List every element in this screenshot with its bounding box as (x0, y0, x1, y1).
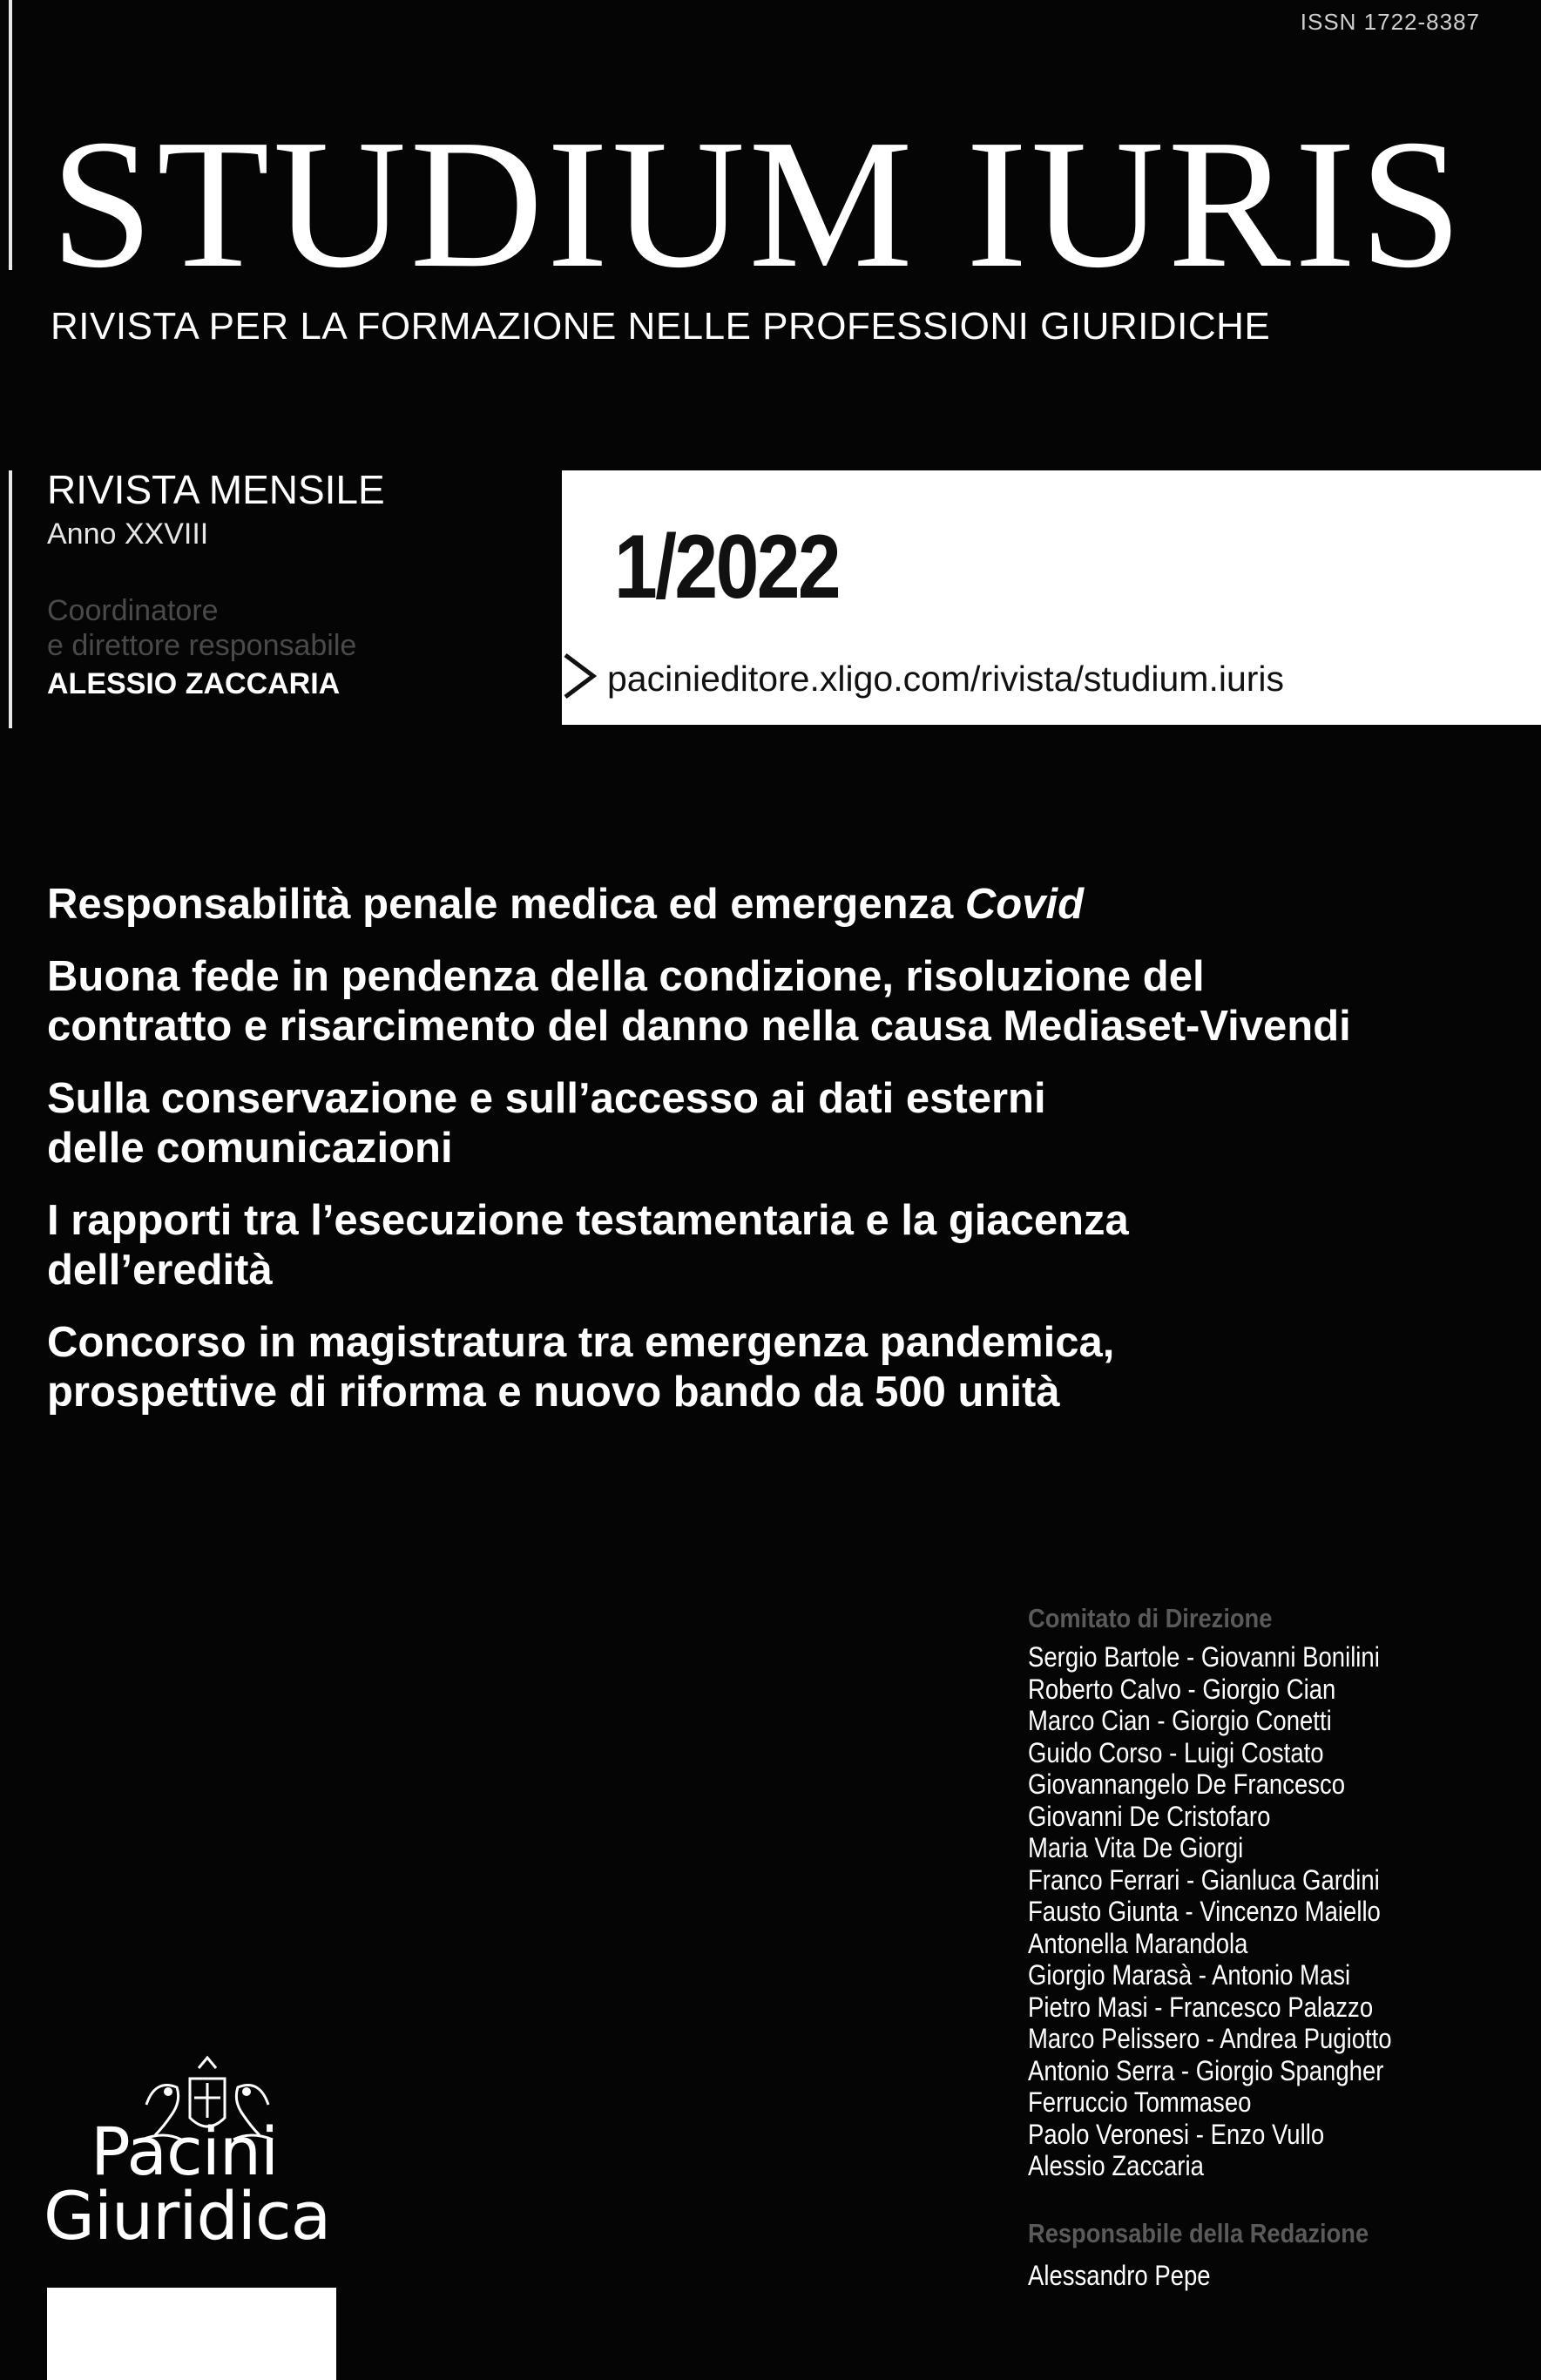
left-edge-rule-top (9, 0, 12, 270)
headline-4-line1: I rapporti tra l’esecuzione testamentaria e la giacenza (47, 1197, 1129, 1244)
committee-member: Maria Vita De Giorgi (1028, 1832, 1244, 1863)
headline-1-text: Responsabilità penale medica ed emergenza (47, 881, 965, 928)
headline-5-line1: Concorso in magistratura tra emergenza pandemica, (47, 1319, 1115, 1366)
headline-2-line1: Buona fede in pendenza della condizione, risoluzione del (47, 953, 1205, 1000)
left-edge-rule-middle (9, 470, 12, 728)
editorial-committee (1028, 1603, 1516, 2182)
committee-member: Antonella Marandola (1028, 1927, 1248, 1959)
publisher-logo-line2: Giuridica (44, 2177, 331, 2255)
headline-3-line1: Sulla conservazione e sull’accesso ai dati esterni (47, 1075, 1046, 1122)
issn-number: ISSN 1722-8387 (1300, 9, 1480, 35)
publication-frequency: RIVISTA MENSILE (47, 467, 385, 512)
chevron-right-icon (562, 652, 598, 700)
committee-members (1028, 1641, 1516, 2182)
committee-member: Guido Corso - Luigi Costato (1028, 1736, 1324, 1768)
headline-3-line2: delle comunicazioni (47, 1125, 453, 1172)
journal-url-link[interactable]: pacinieditore.xligo.com/rivista/studium.iuris (607, 659, 1285, 699)
committee-member: Alessio Zaccaria (1028, 2150, 1204, 2181)
committee-member: Sergio Bartole - Giovanni Bonilini (1028, 1641, 1380, 1673)
director-role-line2: e direttore responsabile (47, 629, 357, 662)
headline-4 (47, 1196, 1511, 1295)
editor-name: Alessandro Pepe (1028, 2260, 1211, 2291)
committee-member: Roberto Calvo - Giorgio Cian (1028, 1673, 1336, 1705)
committee-member: Paolo Veronesi - Enzo Vullo (1028, 2118, 1325, 2150)
committee-heading: Comitato di Direzione (1028, 1603, 1273, 1633)
committee-member: Giovanni De Cristofaro (1028, 1800, 1271, 1832)
publisher-logo-line1: Pacini (91, 2113, 279, 2190)
headline-3 (47, 1074, 1511, 1173)
headline-4-line2: dell’eredità (47, 1247, 273, 1294)
director-name: ALESSIO ZACCARIA (47, 667, 341, 700)
headline-1 (47, 880, 1511, 930)
barcode-area (47, 2288, 336, 2380)
director-role-line1: Coordinatore (47, 594, 219, 627)
committee-member: Giovannangelo De Francesco (1028, 1768, 1346, 1800)
headline-2 (47, 952, 1511, 1051)
journal-subtitle: RIVISTA PER LA FORMAZIONE NELLE PROFESSIONI GIURIDICHE (51, 305, 1271, 348)
committee-member: Franco Ferrari - Gianluca Gardini (1028, 1863, 1380, 1896)
committee-member: Antonio Serra - Giorgio Spangher (1028, 2054, 1384, 2086)
headline-list (47, 880, 1511, 1440)
committee-member: Marco Pelissero - Andrea Pugiotto (1028, 2023, 1392, 2054)
publication-year: Anno XXVIII (47, 517, 209, 551)
committee-member: Marco Cian - Giorgio Conetti (1028, 1705, 1332, 1736)
committee-member: Giorgio Marasà - Antonio Masi (1028, 1959, 1351, 1991)
journal-title: STUDIUM IURIS (51, 101, 1466, 306)
issue-number: 1/2022 (614, 517, 840, 618)
headline-1-italic: Covid (964, 881, 1085, 928)
issue-box (562, 470, 1541, 725)
headline-2-line2: contratto e risarcimento del danno nella causa Mediaset-Vivendi (47, 1003, 1351, 1050)
headline-5-line2: prospettive di riforma e nuovo bando da 500 unità (47, 1369, 1060, 1416)
headline-5 (47, 1318, 1511, 1417)
committee-member: Pietro Masi - Francesco Palazzo (1028, 1991, 1374, 2023)
editor-heading: Responsabile della Redazione (1028, 2218, 1369, 2248)
committee-member: Ferruccio Tommaseo (1028, 2086, 1252, 2118)
committee-member: Fausto Giunta - Vincenzo Maiello (1028, 1896, 1381, 1927)
